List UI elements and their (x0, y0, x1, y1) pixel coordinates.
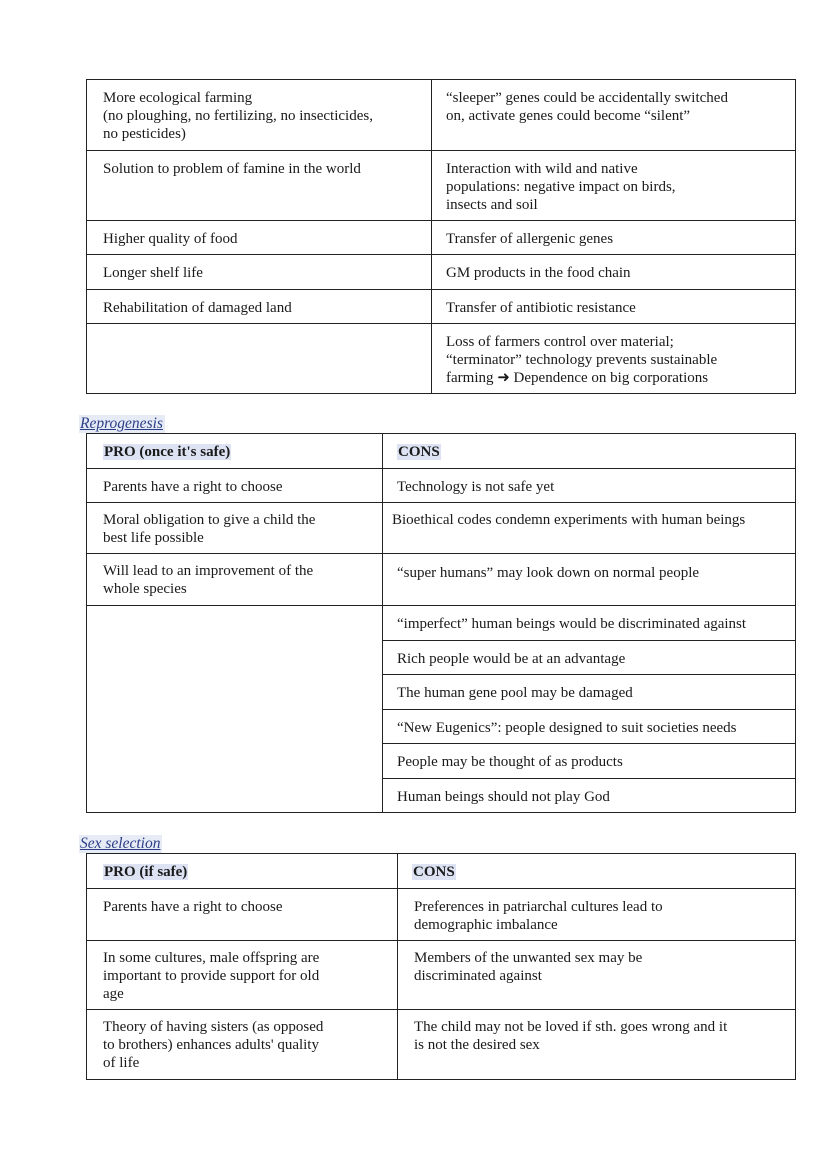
table-row (87, 503, 796, 554)
reprogenesis-table (86, 433, 796, 813)
con-cell: GM products in the food chain (432, 255, 796, 290)
pro-cell: Will lead to an improvement of the whole species (87, 554, 383, 606)
con-cell: Transfer of antibiotic resistance (432, 290, 796, 324)
table-row (87, 941, 796, 1010)
pro-header (87, 434, 383, 469)
pro-cell: Parents have a right to choose (87, 889, 398, 941)
con-cell: Technology is not safe yet (383, 469, 796, 503)
table-row (87, 290, 796, 324)
empty-pro-cell (87, 606, 383, 813)
con-cell: Interaction with wild and native populations: negative impact on birds, insects and soil (432, 151, 796, 221)
pro-cell: Theory of having sisters (as opposed to brothers) enhances adults' quality of life (87, 1010, 398, 1080)
con-cell: “imperfect” human beings would be discriminated against (383, 606, 796, 641)
pro-header-label: PRO (if safe) (104, 864, 188, 880)
pro-cell: Parents have a right to choose (87, 469, 383, 503)
pro-cell: More ecological farming (no ploughing, no fertilizing, no insecticides, no pesticides) (87, 80, 432, 151)
table-header-row (87, 434, 796, 469)
table-row (87, 889, 796, 941)
pro-cell: Rehabilitation of damaged land (87, 290, 432, 324)
con-cell: Preferences in patriarchal cultures lead to demographic imbalance (398, 889, 796, 941)
pro-cell: Moral obligation to give a child the best life possible (87, 503, 383, 554)
con-cell: Transfer of allergenic genes (432, 221, 796, 255)
con-cell: Members of the unwanted sex may be discriminated against (398, 941, 796, 1010)
pro-cell: Solution to problem of famine in the world (87, 151, 432, 221)
pro-cell: Higher quality of food (87, 221, 432, 255)
con-cell: People may be thought of as products (383, 744, 796, 779)
con-cell: “sleeper” genes could be accidentally switched on, activate genes could become “silent” (432, 80, 796, 151)
con-cell: “New Eugenics”: people designed to suit societies needs (383, 710, 796, 744)
con-cell: Loss of farmers control over material; “terminator” technology prevents sustainable farming ➜ Dependence on big corporations (432, 324, 796, 394)
gmo-table (86, 79, 796, 394)
con-cell: Rich people would be at an advantage (383, 641, 796, 675)
con-cell: Bioethical codes condemn experiments with human beings (383, 503, 796, 554)
con-header (398, 854, 796, 889)
section-title-sex-selection: Sex selection (80, 835, 161, 852)
con-header (383, 434, 796, 469)
sex-selection-table (86, 853, 796, 1080)
con-cell: “super humans” may look down on normal people (383, 554, 796, 606)
con-header-label: CONS (398, 444, 440, 460)
table-row (87, 606, 796, 641)
section-title-reprogenesis: Reprogenesis (80, 415, 163, 432)
pro-cell (87, 324, 432, 394)
pro-cell: Longer shelf life (87, 255, 432, 290)
con-header-label: CONS (413, 864, 455, 880)
con-cell: The child may not be loved if sth. goes wrong and it is not the desired sex (398, 1010, 796, 1080)
table-row (87, 255, 796, 290)
table-row (87, 469, 796, 503)
table-header-row (87, 854, 796, 889)
table-row (87, 151, 796, 221)
pro-header-label: PRO (once it's safe) (104, 444, 231, 460)
table-row (87, 324, 796, 394)
pro-cell: In some cultures, male offspring are important to provide support for old age (87, 941, 398, 1010)
table-row (87, 80, 796, 151)
table-row (87, 1010, 796, 1080)
con-cell: The human gene pool may be damaged (383, 675, 796, 710)
table-row (87, 554, 796, 606)
pro-header (87, 854, 398, 889)
con-cell: Human beings should not play God (383, 779, 796, 813)
table-row (87, 221, 796, 255)
